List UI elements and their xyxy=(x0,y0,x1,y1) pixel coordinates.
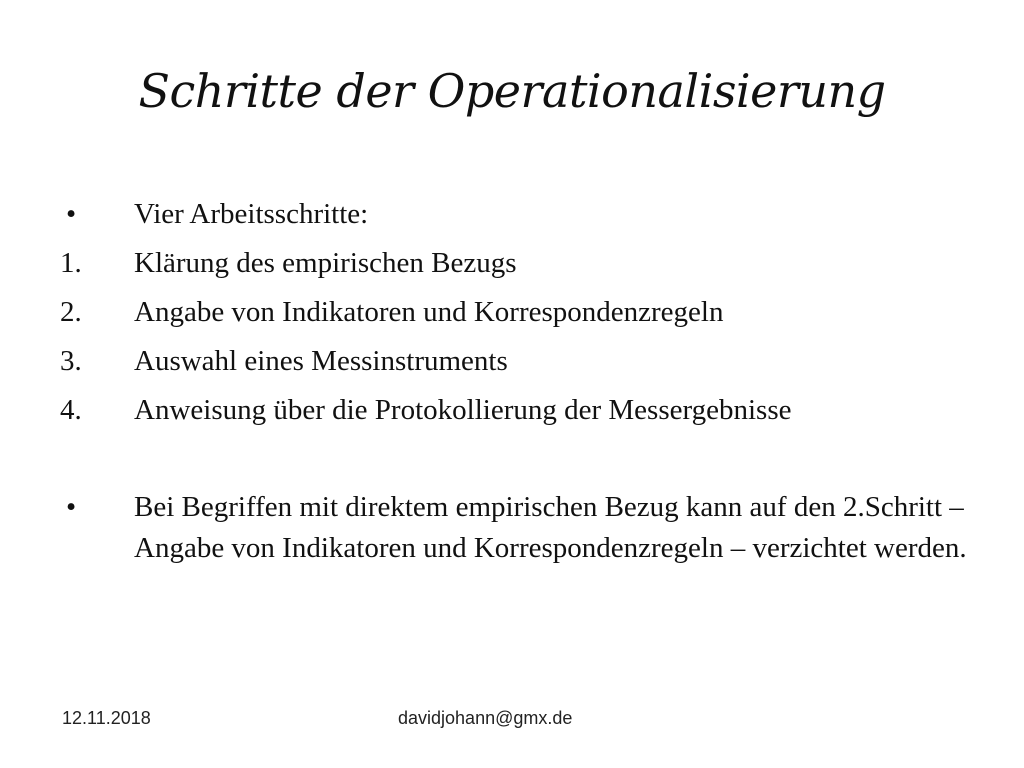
list-number: 3. xyxy=(60,345,82,377)
note-bullet xyxy=(58,483,978,569)
list-item xyxy=(58,337,978,386)
list-item-text: Angabe von Indikatoren und Korrespondenzregeln xyxy=(134,296,724,328)
list-item xyxy=(58,239,978,288)
list-number: 4. xyxy=(60,394,82,426)
intro-text: Vier Arbeitsschritte: xyxy=(134,198,369,230)
bullet-marker: • xyxy=(66,198,77,230)
list-item-text: Anweisung über die Protokollierung der Messergebnisse xyxy=(134,394,792,426)
list-number: 1. xyxy=(60,247,82,279)
list-item-text: Klärung des empirischen Bezugs xyxy=(134,247,517,279)
footer-email: davidjohann@gmx.de xyxy=(398,708,573,728)
intro-bullet xyxy=(58,190,978,239)
list-item-text: Auswahl eines Messinstruments xyxy=(134,345,508,377)
slide-title: Schritte der Operationalisierung xyxy=(138,64,886,118)
slide-body xyxy=(58,190,978,569)
list-item xyxy=(58,288,978,337)
note-text: Bei Begriffen mit direktem empirischen Bezug kann auf den 2.Schritt – Angabe von Indikatoren und Korrespondenzregeln – verzichtet werden. xyxy=(134,491,967,564)
list-number: 2. xyxy=(60,296,82,328)
spacer xyxy=(58,435,978,483)
footer-date: 12.11.2018 xyxy=(62,708,151,728)
list-item xyxy=(58,386,978,435)
bullet-marker: • xyxy=(66,491,77,523)
